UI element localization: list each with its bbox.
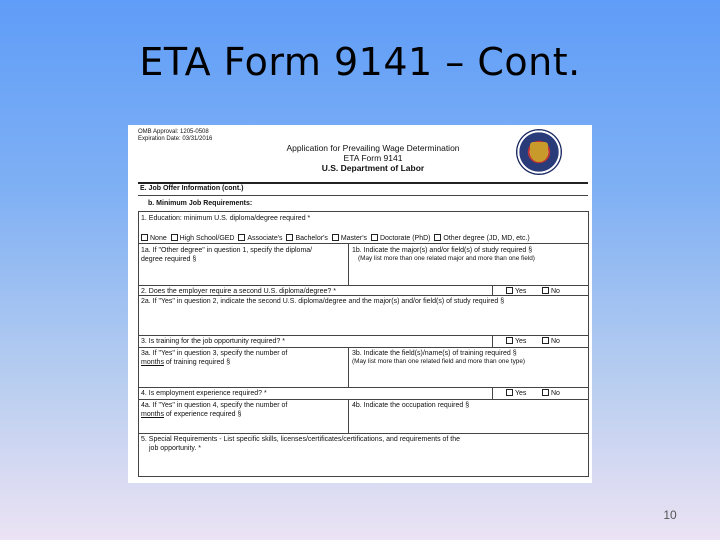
form-title-line3: U.S. Department of Labor [321,163,425,173]
question-2a: 2a. If "Yes" in question 2, indicate the second U.S. diploma/degree and the major(s) and/or field(s) of study required § [141,298,505,305]
slide-title: ETA Form 9141 – Cont. [139,40,581,84]
divider [138,295,589,296]
q3-yes-option: Yes [506,337,526,346]
divider [138,476,589,477]
divider [138,335,589,336]
question-5-line2: job opportunity. * [149,445,202,452]
divider [138,211,139,477]
question-4b: 4b. Indicate the occupation required § [352,402,470,409]
checkbox-none: None [141,235,167,242]
form-title-line2: ETA Form 9141 [343,153,403,163]
divider [138,285,589,286]
omb-approval: OMB Approval: 1205-0508 [138,129,209,135]
divider [492,387,493,399]
divider [348,243,349,285]
question-1: 1. Education: minimum U.S. diploma/degree required * [141,215,311,222]
checkbox-associates: Associate's [238,235,282,242]
checkbox-high-school: High School/GED [171,235,235,242]
checkbox-bachelors: Bachelor's [286,235,327,242]
question-1a-line2: degree required § [141,256,197,263]
question-1b-line2: (May list more than one related major and more than one field) [358,255,535,262]
question-3a-line1: 3a. If "Yes" in question 3, specify the number of [141,350,288,357]
q1-options [141,234,530,243]
question-5-line1: 5. Special Requirements - List specific skills, licenses/certificates/certifications, and requirements of the [141,436,461,443]
divider [138,211,589,212]
q3-no-option: No [542,337,560,346]
checkbox-doctorate: Doctorate (PhD) [371,235,431,242]
section-b-heading: b. Minimum Job Requirements: [148,200,253,207]
q4-no-option: No [542,389,560,398]
question-3b-line1: 3b. Indicate the field(s)/name(s) of training required § [352,350,517,357]
question-4: 4. Is employment experience required? * [141,390,267,397]
divider [492,335,493,347]
divider [138,243,589,244]
expiration-date: Expiration Date: 03/31/2016 [138,136,213,142]
divider [138,387,589,388]
divider [138,399,589,400]
section-e-heading: E. Job Offer Information (cont.) [140,185,244,192]
divider [348,399,349,433]
question-3a-line2: months of training required § [141,359,231,366]
question-3b-line2: (May list more than one related field and more than one type) [352,358,525,365]
question-1b-line1: 1b. Indicate the major(s) and/or field(s) of study required § [352,247,533,254]
divider [348,347,349,387]
form-image [128,125,592,483]
q2-no-option: No [542,287,560,296]
question-4a-line2: months of experience required § [141,411,242,418]
question-4a-line1: 4a. If "Yes" in question 4, specify the number of [141,402,288,409]
q2-yes-option: Yes [506,287,526,296]
dol-seal-logo [516,129,562,175]
divider [588,211,589,477]
question-2: 2. Does the employer require a second U.S. diploma/degree? * [141,288,336,295]
question-1a-line1: 1a. If "Other degree" in question 1, specify the diploma/ [141,247,313,254]
divider [138,347,589,348]
page-number: 10 [663,508,677,522]
header-divider [138,182,588,184]
divider [138,195,588,196]
checkbox-other-degree: Other degree (JD, MD, etc.) [434,235,529,242]
q4-yes-option: Yes [506,389,526,398]
form-title-line1: Application for Prevailing Wage Determination [286,143,460,153]
checkbox-masters: Master's [332,235,367,242]
question-3: 3. Is training for the job opportunity required? * [141,338,285,345]
divider [492,285,493,295]
divider [138,433,589,434]
